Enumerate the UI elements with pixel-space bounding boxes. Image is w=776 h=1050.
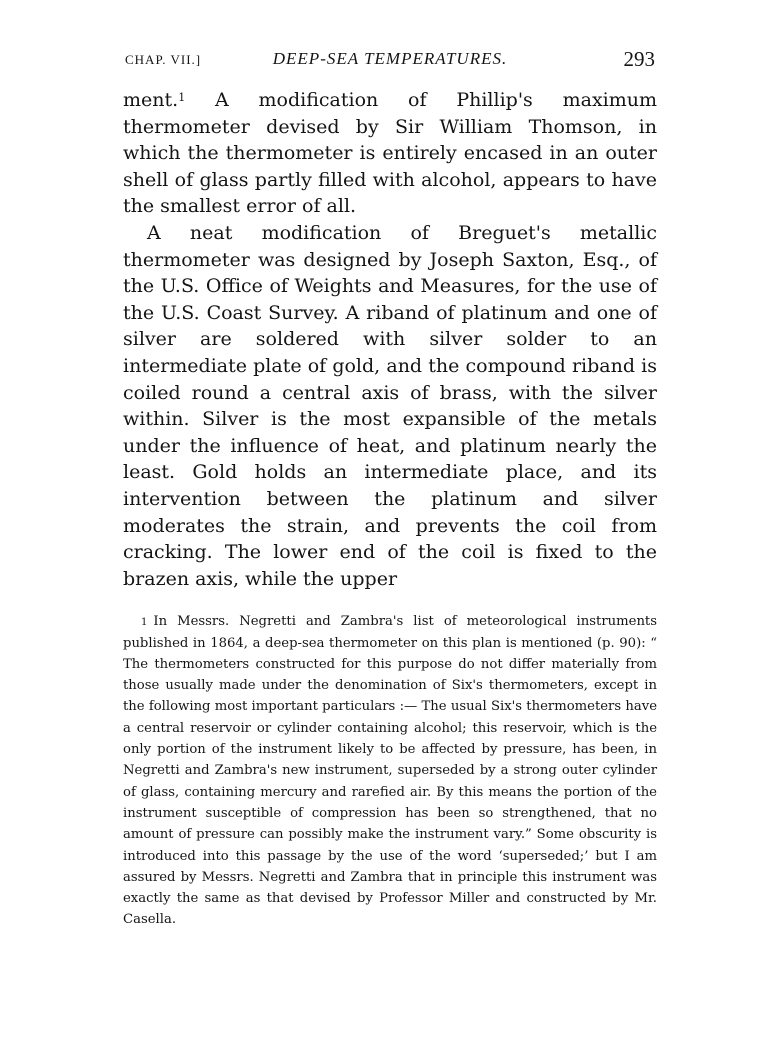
body-text — [123, 87, 657, 592]
page-number: 293 — [623, 47, 655, 71]
paragraph-1-rest: A modification of Phillip's maximum thermometer devised by Sir William Thomson, in which the thermometer is entirely encased in an outer shell of glass partly filled with alcohol, appears to have the smallest error of all. — [123, 89, 657, 218]
paragraph-1 — [123, 87, 657, 220]
book-page — [123, 46, 657, 931]
footnote-reference: 1 — [178, 91, 186, 104]
paragraph-1-start: ment. — [123, 89, 179, 111]
paragraph-2: A neat modification of Breguet's metallic thermometer was designed by Joseph Saxton, Esq., of the U.S. Office of Weights and Measures, for the use of the U.S. Coast Survey. A riband of platinum and one of silver are soldered with silver solder to an intermediate plate of gold, and the compound riband is coiled round a central axis of brass, with the silver within. Silver is the most expansible of the metals under the influence of heat, and platinum nearly the least. Gold holds an intermediate place, and its intervention between the platinum and silver moderates the strain, and prevents the coil from cracking. The lower end of the coil is fixed to the brazen axis, while the upper — [123, 221, 657, 590]
footnote-paragraph — [123, 611, 657, 930]
footnote-text: In Messrs. Negretti and Zambra's list of meteorological instruments published in 1864, a deep-sea thermometer on this plan is mentioned (p. 90): “ The thermometers constructed for this purpose do not differ materially from those usually made under the denomination of Six's thermometers, except in the following most important particulars :— The usual Six's thermometers have a central reservoir or cylinder containing alcohol; this reservoir, which is the only portion of the instrument likely to be affected by pressure, has been, in Negretti and Zambra's new instrument, superseded by a strong outer cylinder of glass, containing mercury and rarefied air. By this means the portion of the instrument susceptible of compression has been so strengthened, that no amount of pressure can possibly make the instrument vary.” Some obscurity is introduced into this passage by the use of the word ‘superseded;’ but I am assured by Messrs. Negretti and Zambra that in principle this instrument was exactly the same as that devised by Professor Miller and constructed by Mr. Casella. — [123, 614, 657, 928]
running-header — [123, 46, 657, 76]
footnote — [123, 611, 657, 930]
chapter-label: CHAP. VII.] — [125, 52, 202, 67]
running-title: DEEP-SEA TEMPERATURES. — [272, 49, 508, 68]
footnote-marker: 1 — [141, 617, 148, 629]
